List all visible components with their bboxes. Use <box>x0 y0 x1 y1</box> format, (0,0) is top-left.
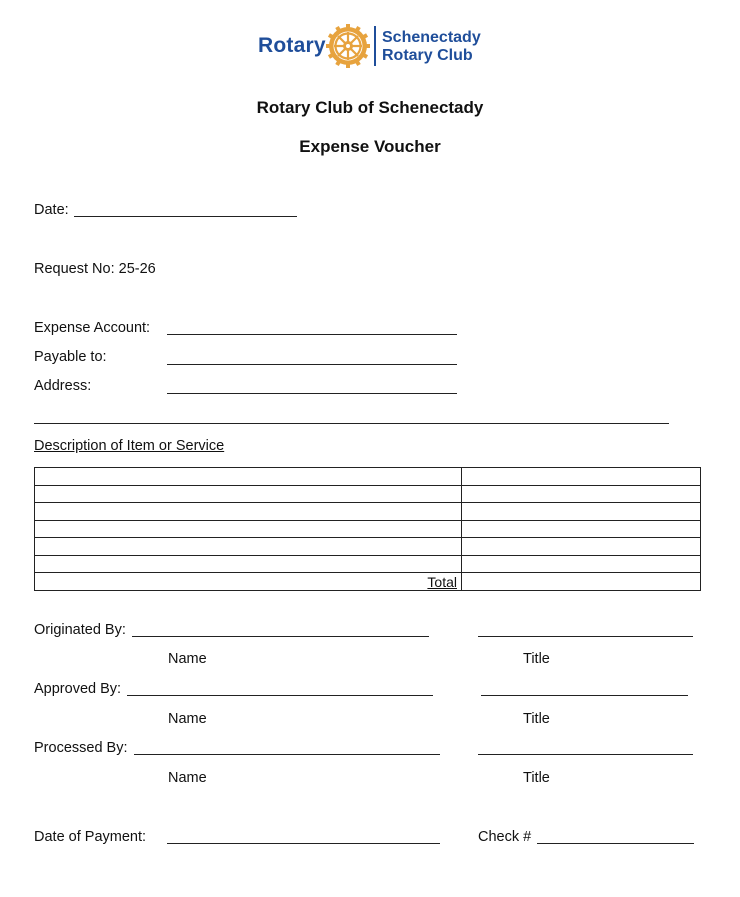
address-field-line[interactable] <box>167 393 457 394</box>
logo-divider <box>374 26 376 66</box>
processed-by-title-line[interactable] <box>478 754 693 755</box>
address-line-2[interactable] <box>34 423 669 424</box>
expense-account-field-line[interactable] <box>167 334 457 335</box>
title-caption: Title <box>523 770 550 786</box>
item-cell[interactable] <box>35 485 462 503</box>
total-amount-cell[interactable] <box>462 573 701 591</box>
amount-cell[interactable] <box>462 485 701 503</box>
table-row <box>35 520 701 538</box>
table-row <box>35 555 701 573</box>
org-title: Rotary Club of Schenectady <box>256 98 484 117</box>
item-cell[interactable] <box>35 538 462 556</box>
description-heading: Description of Item or Service <box>34 438 225 454</box>
originated-by-label: Originated By: <box>34 622 126 638</box>
logo-club-name <box>382 29 481 65</box>
total-row <box>35 573 701 591</box>
title-caption: Title <box>523 711 550 727</box>
date-label: Date: <box>34 202 69 218</box>
amount-cell[interactable] <box>462 538 701 556</box>
check-number-line[interactable] <box>537 843 694 844</box>
logo-club-line1: Schenectady <box>382 29 481 46</box>
table-row <box>35 538 701 556</box>
amount-cell[interactable] <box>462 503 701 521</box>
check-number-label: Check # <box>478 829 532 845</box>
date-of-payment-label: Date of Payment: <box>34 829 147 845</box>
expense-account-label: Expense Account: <box>34 320 151 336</box>
originated-by-name-line[interactable] <box>132 636 429 637</box>
item-cell[interactable] <box>35 468 462 486</box>
title-caption: Title <box>523 651 550 667</box>
name-caption: Name <box>168 651 207 667</box>
request-number: Request No: 25-26 <box>34 261 156 277</box>
table-row <box>35 485 701 503</box>
approved-by-label: Approved By: <box>34 681 122 697</box>
amount-cell[interactable] <box>462 555 701 573</box>
table-row <box>35 468 701 486</box>
approved-by-title-line[interactable] <box>481 695 688 696</box>
processed-by-label: Processed By: <box>34 740 128 756</box>
logo-brand-text: Rotary <box>258 34 326 57</box>
approved-by-name-line[interactable] <box>127 695 433 696</box>
address-label: Address: <box>34 378 92 394</box>
rotary-wheel-icon <box>326 24 370 68</box>
originated-by-title-line[interactable] <box>478 636 693 637</box>
table-row <box>35 503 701 521</box>
payable-to-field-line[interactable] <box>167 364 457 365</box>
name-caption: Name <box>168 770 207 786</box>
processed-by-name-line[interactable] <box>134 754 440 755</box>
amount-cell[interactable] <box>462 520 701 538</box>
total-label-cell <box>35 573 462 591</box>
amount-cell[interactable] <box>462 468 701 486</box>
logo-club-line2: Rotary Club <box>382 47 473 64</box>
item-cell[interactable] <box>35 503 462 521</box>
date-field-line[interactable] <box>74 216 297 217</box>
description-table <box>34 467 701 591</box>
payable-to-label: Payable to: <box>34 349 107 365</box>
name-caption: Name <box>168 711 207 727</box>
total-label: Total <box>427 573 457 590</box>
document-title: Expense Voucher <box>299 137 441 156</box>
item-cell[interactable] <box>35 520 462 538</box>
date-of-payment-line[interactable] <box>167 843 440 844</box>
item-cell[interactable] <box>35 555 462 573</box>
